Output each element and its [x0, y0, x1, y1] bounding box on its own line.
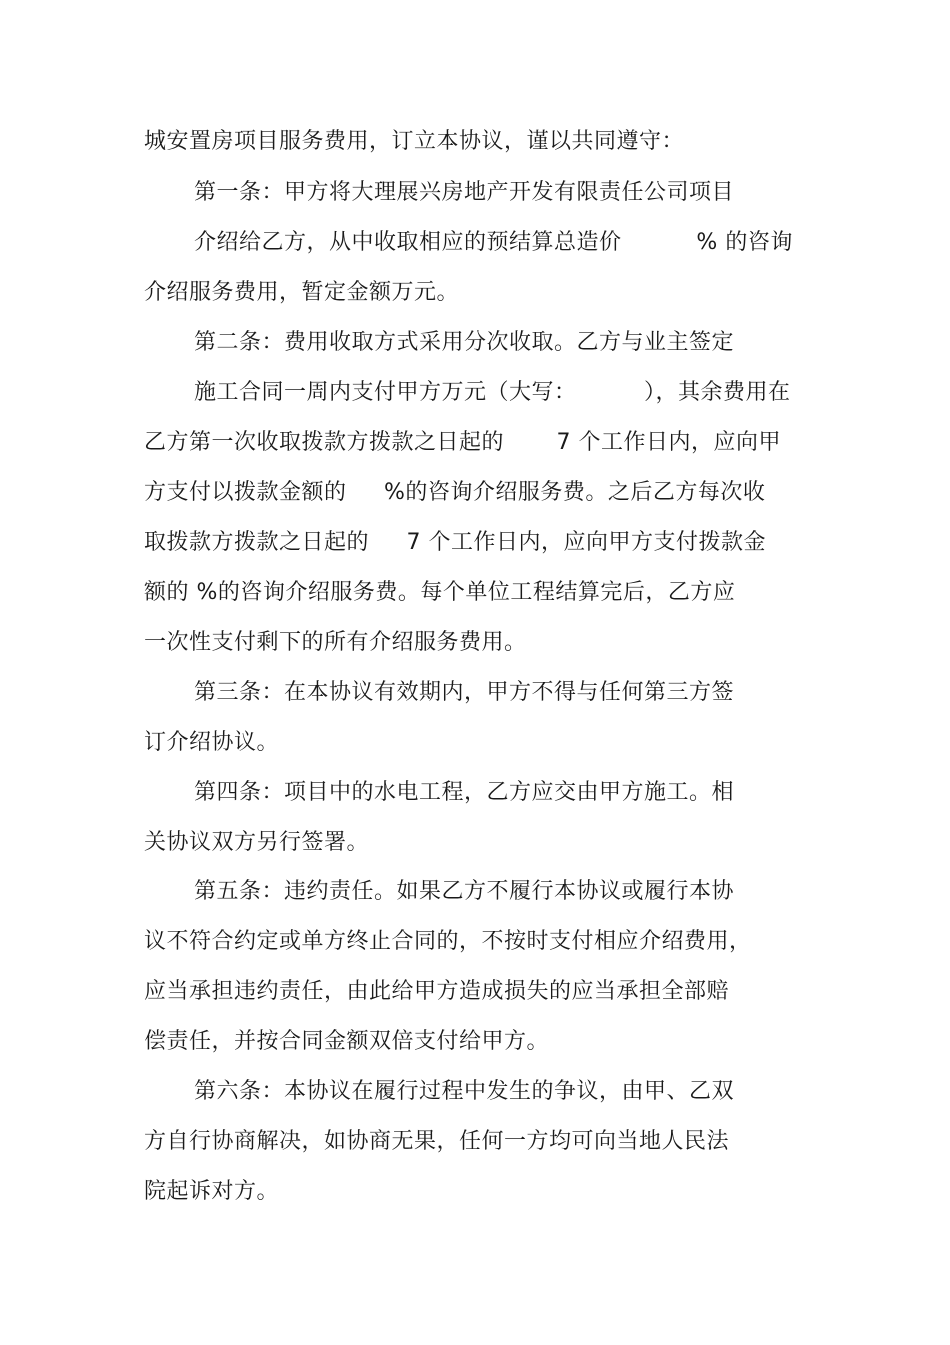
text-line: 应当承担违约责任，由此给甲方造成损失的应当承担全部赔	[144, 979, 730, 1004]
text-line: 施工合同一周内支付甲方万元（大写： ），其余费用在	[194, 380, 791, 405]
text-line: 订介绍协议。	[144, 730, 280, 755]
text-line: 介绍服务费用，暂定金额万元。	[144, 280, 460, 305]
text-line: 取拨款方拨款之日起的 7 个工作日内，应向甲方支付拨款金	[144, 530, 766, 555]
text-line: 方自行协商解决，如协商无果，任何一方均可向当地人民法	[144, 1129, 730, 1154]
text-line: 院起诉对方。	[144, 1179, 280, 1204]
clause-1-heading-line: 第一条：甲方将大理展兴房地产开发有限责任公司项目	[194, 180, 735, 205]
text-line: 方支付以拨款金额的 %的咨询介绍服务费。之后乙方每次收	[144, 480, 766, 505]
clause-3-heading-line: 第三条：在本协议有效期内，甲方不得与任何第三方签	[194, 680, 735, 705]
text-line: 介绍给乙方，从中收取相应的预结算总造价 % 的咨询	[194, 230, 793, 255]
text-line: 偿责任，并按合同金额双倍支付给甲方。	[144, 1029, 550, 1054]
text-line: 一次性支付剩下的所有介绍服务费用。	[144, 630, 527, 655]
clause-2-heading-line: 第二条：费用收取方式采用分次收取。乙方与业主签定	[194, 330, 735, 355]
text-line: 议不符合约定或单方终止合同的，不按时支付相应介绍费用，	[144, 929, 752, 954]
text-line: 关协议双方另行签署。	[144, 830, 370, 855]
text-line: 城安置房项目服务费用，订立本协议，谨以共同遵守：	[144, 129, 685, 154]
clause-4-heading-line: 第四条：项目中的水电工程，乙方应交由甲方施工。相	[194, 780, 735, 805]
clause-5-heading-line: 第五条：违约责任。如果乙方不履行本协议或履行本协	[194, 879, 735, 904]
text-line: 额的 %的咨询介绍服务费。每个单位工程结算完后，乙方应	[144, 580, 736, 605]
clause-6-heading-line: 第六条：本协议在履行过程中发生的争议，由甲、乙双	[194, 1079, 735, 1104]
text-line: 乙方第一次收取拨款方拨款之日起的 7 个工作日内，应向甲	[144, 430, 781, 455]
